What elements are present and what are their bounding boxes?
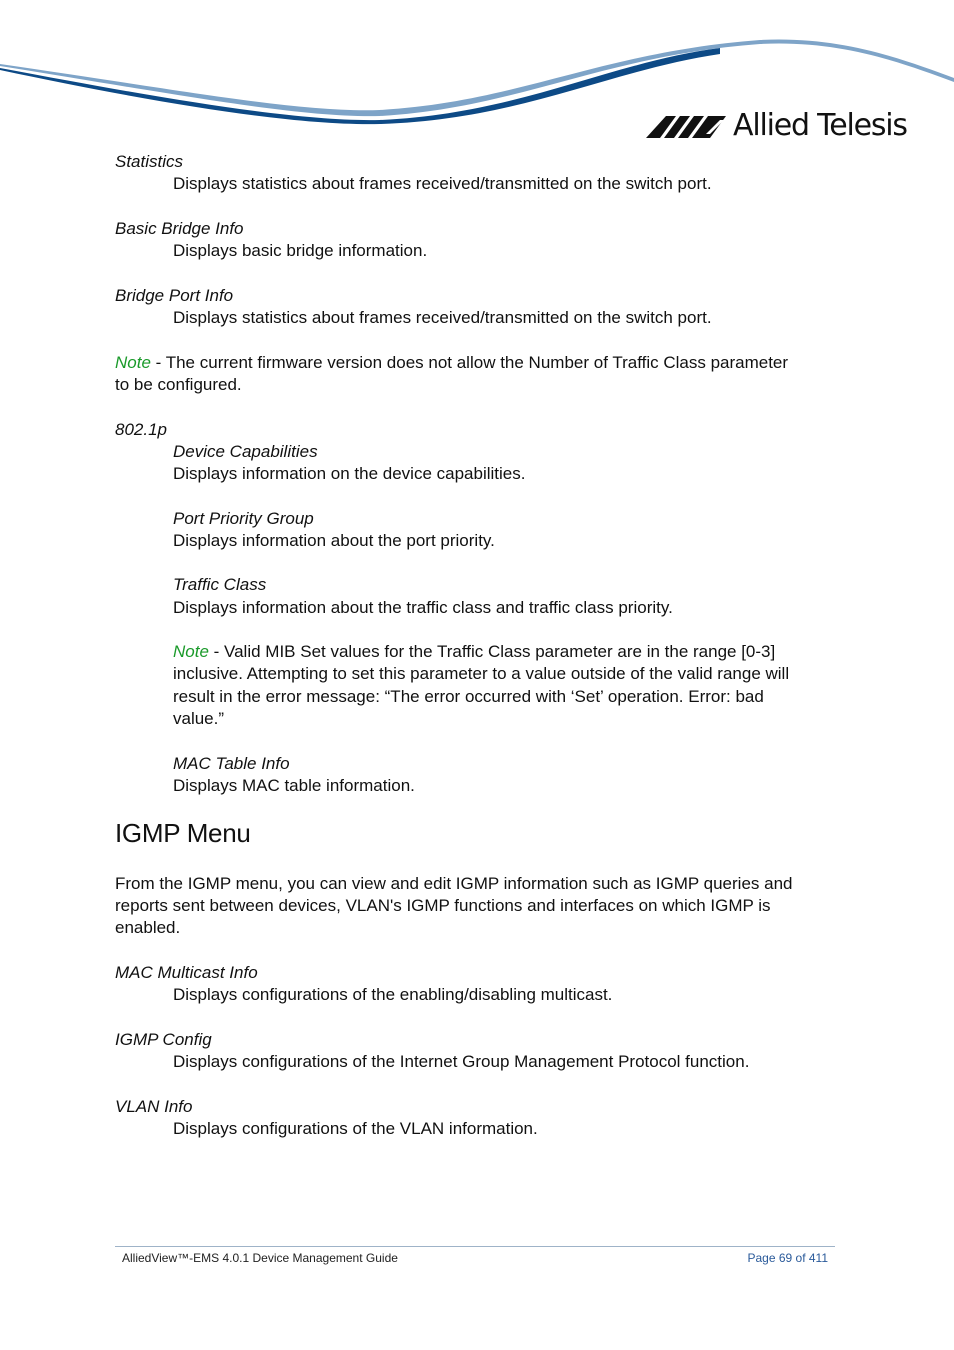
term-igmp-config: IGMP Config bbox=[115, 1030, 212, 1049]
term-mac-table-info: MAC Table Info bbox=[173, 754, 290, 773]
igmp-intro-line1: From the IGMP menu, you can view and edit IGMP information such as IGMP queries and bbox=[115, 874, 793, 893]
desc-traffic-class: Displays information about the traffic class and traffic class priority. bbox=[173, 598, 673, 617]
note-traffic-class-line2: inclusive. Attempting to set this parameter to a value outside of the valid range will bbox=[173, 664, 790, 683]
desc-mac-table-info: Displays MAC table information. bbox=[173, 776, 415, 795]
note-text: - Valid MIB Set values for the Traffic Class parameter are in the range [0-3] bbox=[208, 642, 776, 661]
desc-bridge-port-info: Displays statistics about frames received/transmitted on the switch port. bbox=[173, 308, 712, 327]
term-device-capabilities: Device Capabilities bbox=[173, 442, 318, 461]
term-802-1p: 802.1p bbox=[115, 420, 167, 439]
desc-statistics: Displays statistics about frames received/transmitted on the switch port. bbox=[173, 174, 712, 193]
note-text: - The current firmware version does not allow the Number of Traffic Class parameter bbox=[150, 353, 789, 372]
desc-igmp-config: Displays configurations of the Internet Group Management Protocol function. bbox=[173, 1052, 750, 1071]
desc-device-capabilities: Displays information on the device capabilities. bbox=[173, 464, 526, 483]
igmp-intro-line3: enabled. bbox=[115, 918, 181, 937]
logo-wordmark: Allied Telesis bbox=[733, 108, 907, 143]
desc-port-priority-group: Displays information about the port priority. bbox=[173, 531, 495, 550]
footer-divider bbox=[115, 1246, 835, 1247]
term-mac-multicast-info: MAC Multicast Info bbox=[115, 963, 258, 982]
term-basic-bridge-info: Basic Bridge Info bbox=[115, 219, 244, 238]
desc-mac-multicast-info: Displays configurations of the enabling/disabling multicast. bbox=[173, 985, 613, 1004]
igmp-intro-line2: reports sent between devices, VLAN's IGMP functions and interfaces on which IGMP is bbox=[115, 896, 771, 915]
note-firmware-line2: to be configured. bbox=[115, 375, 242, 394]
term-traffic-class: Traffic Class bbox=[173, 575, 267, 594]
note-firmware bbox=[115, 352, 788, 374]
note-traffic-class bbox=[173, 641, 775, 663]
note-traffic-class-line3: result in the error message: “The error occurred with ‘Set’ operation. Error: bad bbox=[173, 687, 764, 706]
note-traffic-class-line4: value.” bbox=[173, 709, 225, 728]
section-heading-igmp: IGMP Menu bbox=[115, 818, 251, 848]
footer-title: AlliedView™-EMS 4.0.1 Device Management Guide bbox=[122, 1251, 398, 1265]
desc-basic-bridge-info: Displays basic bridge information. bbox=[173, 241, 428, 260]
page-number: Page 69 of 411 bbox=[747, 1251, 828, 1265]
desc-vlan-info: Displays configurations of the VLAN information. bbox=[173, 1119, 538, 1138]
note-label: Note bbox=[173, 642, 209, 661]
term-statistics: Statistics bbox=[115, 152, 184, 171]
term-bridge-port-info: Bridge Port Info bbox=[115, 286, 234, 305]
term-port-priority-group: Port Priority Group bbox=[173, 509, 314, 528]
term-vlan-info: VLAN Info bbox=[115, 1097, 193, 1116]
note-label: Note bbox=[115, 353, 151, 372]
logo-mark-icon bbox=[646, 108, 728, 144]
